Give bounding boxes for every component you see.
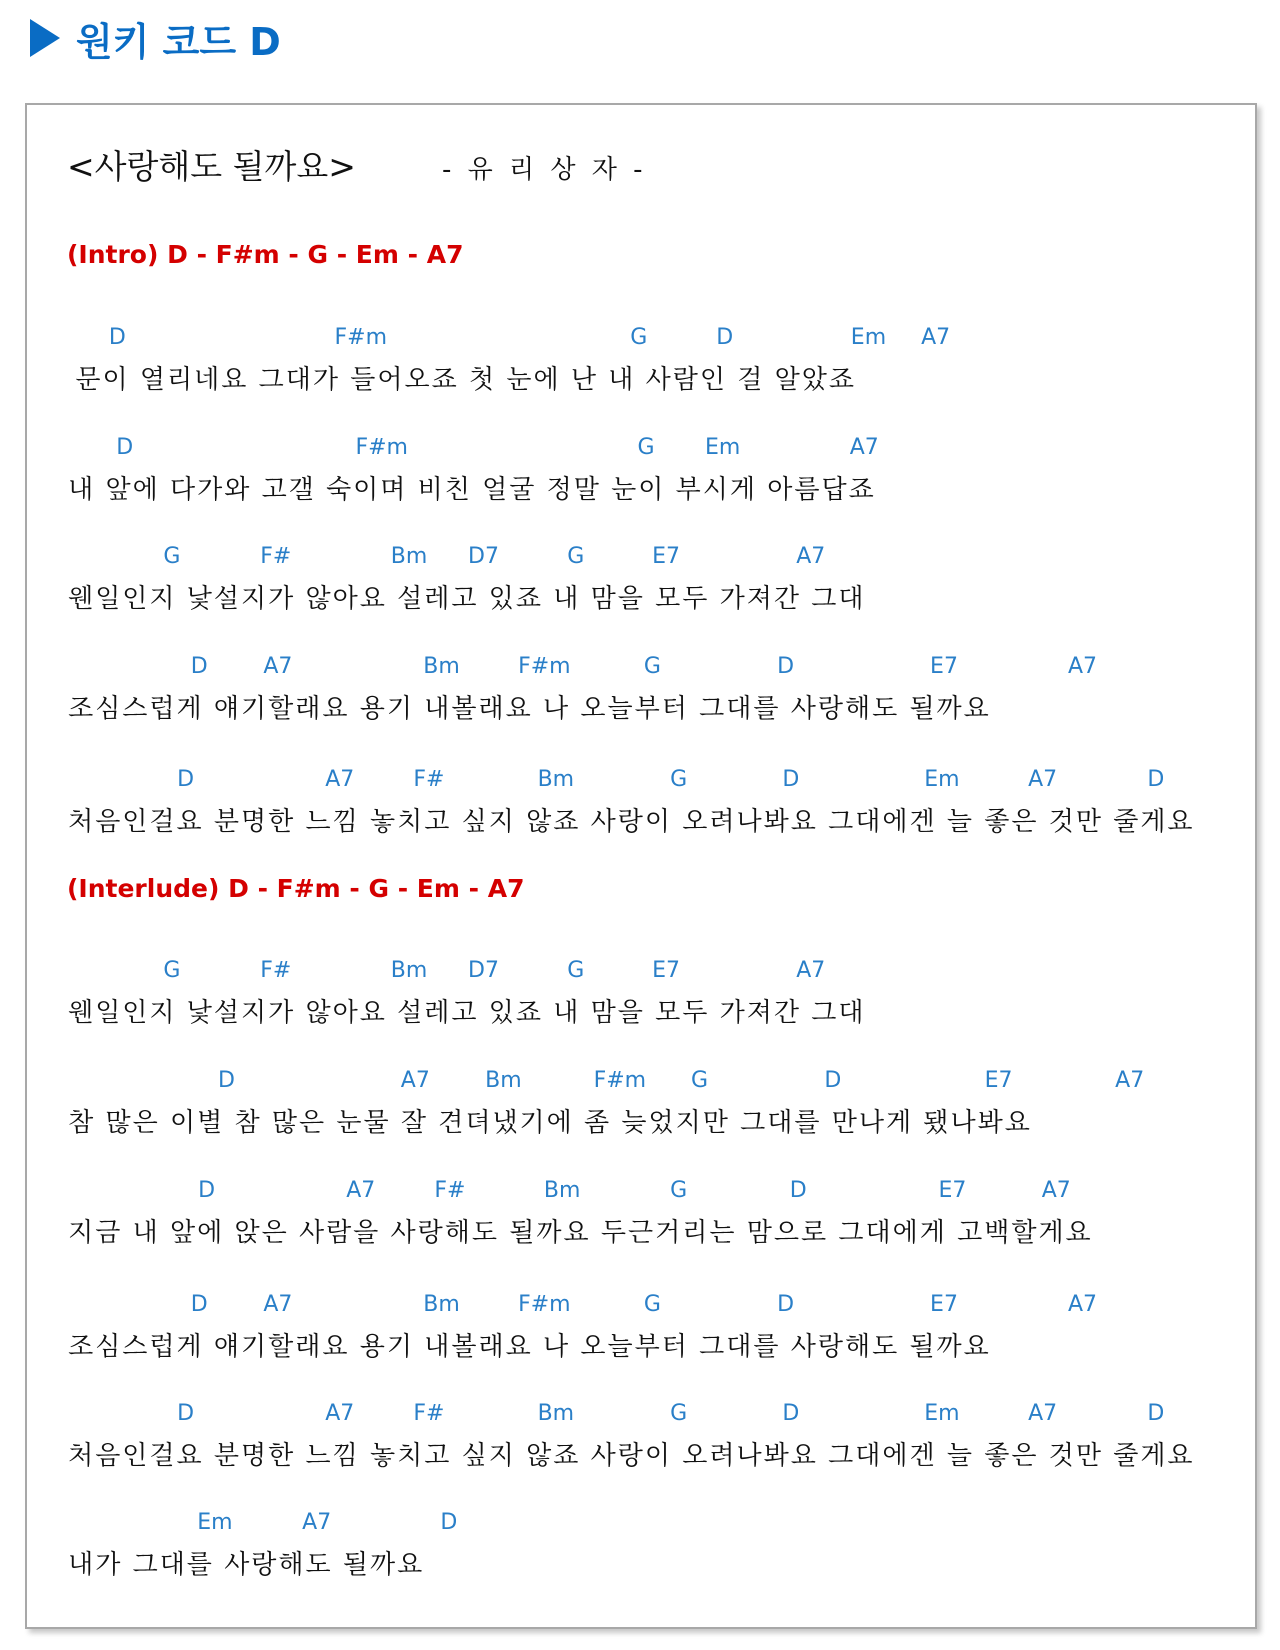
chord-label: F#m	[334, 324, 388, 350]
chord-label: A7	[263, 654, 293, 680]
chord-label: G	[670, 767, 688, 793]
chord-label: A7	[400, 1068, 430, 1094]
chord-label: Bm	[537, 767, 575, 793]
chord-label: G	[670, 1177, 688, 1203]
chord-label: D	[440, 1510, 458, 1536]
chord-label: D	[716, 324, 734, 350]
chord-label: E7	[938, 1177, 967, 1203]
chord-label: A7	[1041, 1177, 1071, 1203]
lyric-line: 조심스럽게 얘기할래요 용기 내볼래요 나 오늘부터 그대를 사랑해도 될까요	[68, 694, 991, 725]
chord-label: A7	[849, 434, 879, 460]
chord-label: F#m	[355, 434, 408, 460]
chord-label: F#m	[593, 1068, 647, 1094]
chord-label: Bm	[543, 1177, 581, 1203]
lyric-line: 지금 내 앞에 앉은 사람을 사랑해도 될까요 두근거리는 맘으로 그대에게 고백할게요	[68, 1217, 1093, 1248]
chord-label: D	[190, 654, 208, 680]
chord-label: D	[777, 1291, 795, 1317]
chord-label: F#	[413, 1401, 445, 1426]
chord-sheet	[25, 103, 1257, 1629]
chord-label: A7	[921, 324, 951, 350]
chord-label: D	[1147, 767, 1165, 793]
chord-label: A7	[1028, 1401, 1058, 1426]
chord-label: D7	[468, 543, 499, 569]
chord-label: A7	[302, 1510, 332, 1536]
chord-label: Bm	[485, 1068, 522, 1094]
heading-text: 원키 코드 D	[76, 19, 281, 64]
chord-label: D7	[468, 958, 499, 984]
chord-label: Bm	[537, 1401, 575, 1426]
lyric-line: 조심스럽게 얘기할래요 용기 내볼래요 나 오늘부터 그대를 사랑해도 될까요	[68, 1331, 991, 1362]
chord-label: A7	[1028, 767, 1058, 793]
chord-label: A7	[796, 958, 826, 984]
triangle-bullet-icon	[30, 19, 60, 57]
chord-label: Em	[197, 1510, 233, 1536]
chord-label: A7	[796, 543, 826, 569]
chord-label: A7	[1115, 1068, 1145, 1094]
lyric-line: 내가 그대를 사랑해도 될까요	[68, 1550, 425, 1581]
chord-label: D	[177, 1401, 195, 1426]
chord-label: G	[637, 434, 655, 460]
chord-label: D	[198, 1177, 216, 1203]
lyric-line: 내 앞에 다가와 고갤 숙이며 비친 얼굴 정말 눈이 부시게 아름답죠	[68, 474, 876, 505]
lyric-line: 처음인걸요 분명한 느낌 놓치고 싶지 않죠 사랑이 오려나봐요 그대에겐 늘 좋은 것만 줄게요	[68, 807, 1195, 838]
chord-label: D	[116, 434, 134, 460]
chord-label: D	[177, 767, 195, 793]
intro-section: (Intro) D - F#m - G - Em - A7	[67, 240, 464, 269]
chord-label: G	[630, 324, 648, 350]
lyric-line: 처음인걸요 분명한 느낌 놓치고 싶지 않죠 사랑이 오려나봐요 그대에겐 늘 좋은 것만 줄게요	[68, 1441, 1195, 1471]
song-title: <사랑해도 될까요>	[67, 147, 356, 186]
chord-label: Bm	[390, 958, 428, 984]
chord-label: D	[782, 1401, 800, 1426]
lyric-line: 웬일인지 낯설지가 않아요 설레고 있죠 내 맘을 모두 가져간 그대	[68, 583, 866, 614]
chord-label: A7	[325, 1401, 355, 1426]
chord-label: D	[782, 767, 800, 793]
chord-label: G	[643, 654, 661, 680]
chord-label: Bm	[423, 654, 460, 680]
page-heading	[30, 10, 281, 66]
chord-label: F#	[434, 1177, 466, 1203]
chord-label: Bm	[390, 543, 428, 569]
chord-label: Em	[850, 324, 887, 350]
chord-label: A7	[263, 1291, 293, 1317]
chord-label: D	[190, 1291, 208, 1317]
chord-label: G	[670, 1401, 688, 1426]
chord-label: A7	[1067, 1291, 1097, 1317]
chord-label: F#	[260, 958, 292, 984]
lyric-line: 웬일인지 낯설지가 않아요 설레고 있죠 내 맘을 모두 가져간 그대	[68, 998, 866, 1029]
chord-label: Em	[924, 1401, 960, 1426]
lyric-line: 참 많은 이별 참 많은 눈물 잘 견뎌냈기에 좀 늦었지만 그대를 만나게 됐나봐요	[68, 1108, 1032, 1139]
interlude-section: (Interlude) D - F#m - G - Em - A7	[67, 874, 525, 903]
chord-label: Em	[924, 767, 960, 793]
chord-label: G	[567, 543, 585, 569]
chord-label: G	[163, 543, 181, 569]
chord-label: F#	[260, 543, 292, 569]
chord-label: A7	[325, 767, 355, 793]
chord-label: F#m	[518, 654, 571, 680]
chord-label: E7	[652, 958, 680, 984]
chord-label: D	[789, 1177, 807, 1203]
chord-label: E7	[984, 1068, 1013, 1094]
chord-label: G	[163, 958, 181, 984]
chord-label: F#	[413, 767, 445, 793]
chord-label: A7	[346, 1177, 376, 1203]
chord-label: A7	[1067, 654, 1097, 680]
lyric-line: 문이 열리네요 그대가 들어오죠 첫 눈에 난 내 사람인 걸 알았죠	[75, 364, 856, 395]
chord-label: G	[691, 1068, 709, 1094]
chord-label: F#m	[518, 1291, 571, 1317]
chord-label: D	[777, 654, 795, 680]
chord-label: D	[1147, 1401, 1165, 1426]
chord-label: D	[824, 1068, 842, 1094]
chord-label: G	[643, 1291, 661, 1317]
chord-label: E7	[652, 543, 680, 569]
chord-label: Bm	[423, 1291, 460, 1317]
chord-label: D	[218, 1068, 235, 1094]
chord-label: G	[567, 958, 585, 984]
chord-label: E7	[930, 654, 958, 680]
song-artist: - 유 리 상 자 -	[442, 155, 647, 185]
chord-label: D	[108, 324, 126, 350]
chord-label: Em	[704, 434, 741, 460]
chord-label: E7	[930, 1291, 958, 1317]
